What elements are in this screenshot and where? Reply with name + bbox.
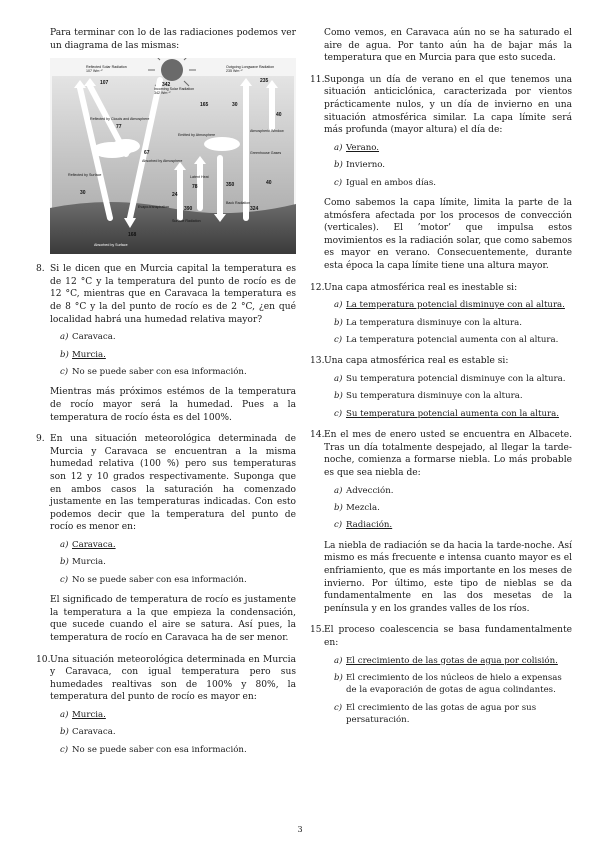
cloud-icon — [204, 137, 240, 151]
intro-text: Para terminar con lo de las radiaciones podemos ver un diagrama de las mismas: — [50, 28, 296, 51]
q11-explanation: Como sabemos la capa límite, limita la parte de la atmósfera afectada por los procesos de convección (verticales). El ’motor’ que impulsa estos movimientos es la radiación solar, que como sabemos es mayor en verano. Consecuentemente, durante esta época la capa límite tiene una altura mayor. — [324, 197, 572, 271]
q15-option-c — [310, 702, 572, 727]
q10-option-c — [36, 744, 296, 756]
option-text: Murcia. — [72, 557, 106, 568]
page-number: 3 — [297, 825, 303, 834]
q8-option-c — [36, 366, 296, 378]
option-label: a) — [334, 373, 343, 384]
option-label: c) — [334, 702, 343, 713]
radiation-diagram-svg — [50, 58, 296, 254]
value-67: 67 — [144, 150, 150, 157]
q9-explanation: El significado de temperatura de rocío es justamente la temperatura a la que empieza la condensación, que sucede cuando el aire se satura. Así pues, la temperatura de rocío en Caravaca ha de ser menor. — [50, 595, 296, 643]
q12-option-a — [310, 299, 572, 311]
option-text-correct: Caravaca. — [72, 539, 116, 550]
question-text: Si le dicen que en Murcia capital la temperatura es de 12 °C y la temperatura del punto de rocío es de 12 °C, mientras que en Caravaca la temperatura es de 8 °C y la del punto de rocío es de 2 °C, ¿en qué localidad habrá una humedad relativa mayor? — [50, 264, 296, 325]
question-number: 9. — [36, 434, 45, 445]
question-number: 8. — [36, 264, 45, 275]
option-text: El crecimiento de las gotas de agua por sus persaturación. — [346, 702, 537, 726]
value-235: 235 — [260, 78, 269, 85]
q8-option-b — [36, 349, 296, 361]
q10-option-a — [36, 709, 296, 721]
option-text: No se puede saber con esa información. — [72, 574, 247, 585]
option-text: Caravaca. — [72, 727, 116, 738]
value-40: 40 — [276, 112, 282, 119]
question-text: En el mes de enero usted se encuentra en Albacete. Tras un día totalmente despejado, al llegar la tarde-noche, comienza a formarse niebla. Lo más probable es que sea niebla de: — [324, 430, 572, 478]
option-label: b) — [60, 349, 69, 360]
option-text: Su temperatura potencial disminuye con la altura. — [346, 373, 566, 384]
q14-option-b — [310, 502, 572, 514]
label-surface-radiation: Surface Radiation — [172, 219, 201, 224]
option-label: c) — [60, 744, 69, 755]
option-label: b) — [60, 557, 69, 568]
label-incoming-solar: Incoming Solar Radiation — [154, 87, 195, 92]
option-text: Invierno. — [346, 160, 386, 171]
label-reflected-surface: Reflected by Surface — [68, 173, 102, 178]
q15-option-b — [310, 672, 572, 697]
option-text: La temperatura potencial aumenta con al altura. — [346, 334, 559, 345]
option-label: a) — [334, 655, 343, 666]
label-reflected-clouds: Reflected by Clouds and Atmosphere — [90, 117, 150, 122]
q11-option-b — [310, 159, 572, 171]
value-30: 30 — [232, 102, 238, 109]
option-text: La temperatura disminuye con la altura. — [346, 317, 522, 328]
option-text: Igual en ambos días. — [346, 177, 436, 188]
q13-option-c — [310, 408, 572, 420]
option-text-correct: Su temperatura potencial aumenta con la altura. — [346, 408, 559, 419]
q9-option-a — [36, 539, 296, 551]
question-text: Una capa atmosférica real es inestable si: — [324, 282, 518, 293]
question-9 — [36, 433, 296, 534]
question-number: 15. — [310, 625, 325, 636]
option-label: b) — [334, 391, 343, 402]
option-text: Mezcla. — [346, 502, 380, 513]
q14-option-a — [310, 485, 572, 497]
option-label: c) — [334, 408, 343, 419]
q12-option-c — [310, 334, 572, 346]
question-number: 14. — [310, 430, 325, 441]
option-text-correct: Murcia. — [72, 709, 106, 720]
q10-explanation: Como vemos, en Caravaca aún no se ha saturado el aire de agua. Por tanto aún ha de bajar más la temperatura que en Murcia para que esto suceda. — [324, 28, 572, 64]
question-text: Suponga un día de verano en el que tenemos una situación anticiclónica, caracterizada por vientos prácticamente nulos, y un día de invierno en una situación atmosférica similar. La capa límite será más profunda (mayor altura) el día de: — [324, 74, 572, 136]
value-168: 168 — [128, 232, 137, 239]
question-14 — [310, 429, 572, 479]
label-atmospheric-window: Atmospheric Window — [250, 129, 284, 134]
option-label: c) — [334, 177, 343, 188]
option-label: a) — [334, 485, 343, 496]
value-78: 78 — [192, 184, 198, 191]
label-reflected-solar-val: 107 Wm⁻² — [86, 69, 103, 74]
option-text-correct: El crecimiento de las gotas de agua por colisión. — [346, 655, 558, 666]
option-text: El crecimiento de los núcleos de hielo a expensas de la evaporación de gotas de agua colindantes. — [346, 672, 562, 696]
option-label: b) — [334, 317, 343, 328]
option-label: a) — [334, 142, 343, 153]
option-label: b) — [60, 727, 69, 738]
q8-explanation: Mientras más próximos estémos de la temperatura de rocío mayor será la humedad. Pues a la temperatura de rocío ésta es del 100%. — [50, 387, 296, 423]
q14-explanation: La niebla de radiación se da hacia la tarde-noche. Así mismo es más frecuente e intensa cuanto mayor es el enfriamiento, que es más importante en los meses de invierno. Por último, este tipo de nieblas se da fundamentalmente en las dos mesetas de la península y en los grandes valles de los ríos. — [324, 540, 572, 614]
q11-option-c — [310, 177, 572, 189]
right-column — [310, 27, 572, 727]
value-40-window: 40 — [266, 180, 272, 187]
label-incoming-solar-val: 342 Wm⁻² — [154, 91, 171, 96]
label-absorbed-atmosphere: Absorbed by Atmosphere — [142, 159, 183, 164]
option-label: b) — [334, 160, 343, 171]
question-number: 11. — [310, 74, 325, 85]
option-text-correct: La temperatura potencial disminuye con al altura. — [346, 300, 565, 311]
question-8 — [36, 263, 296, 326]
q8-option-a — [36, 331, 296, 343]
question-13 — [310, 355, 572, 368]
label-back-radiation: Back Radiation — [226, 201, 251, 206]
label-evapotranspiration: Evapo-transpiration — [138, 205, 170, 210]
option-label: c) — [334, 520, 343, 531]
question-15 — [310, 624, 572, 649]
q9-option-b — [36, 556, 296, 568]
question-number: 10. — [36, 654, 51, 665]
label-outgoing-longwave: Outgoing Longwave Radiation — [226, 65, 275, 70]
label-greenhouse-gases: Greenhouse Gases — [250, 151, 282, 156]
value-30-surface: 30 — [80, 190, 86, 197]
option-text-correct: Verano. — [346, 142, 380, 153]
option-label: a) — [60, 709, 69, 720]
q11-option-a — [310, 142, 572, 154]
q12-option-b — [310, 317, 572, 329]
option-label: a) — [60, 332, 69, 343]
q13-option-b — [310, 390, 572, 402]
label-emitted-atmosphere: Emitted by Atmosphere — [178, 133, 216, 138]
left-column — [36, 27, 296, 756]
option-text: Caravaca. — [72, 332, 116, 343]
option-label: b) — [334, 502, 343, 513]
q10-option-b — [36, 726, 296, 738]
option-label: c) — [60, 574, 69, 585]
q13-option-a — [310, 373, 572, 385]
option-label: a) — [334, 300, 343, 311]
option-label: c) — [334, 334, 343, 345]
question-10 — [36, 654, 296, 704]
option-text-correct: Radiación. — [346, 520, 393, 531]
value-77: 77 — [116, 124, 122, 131]
option-label: b) — [334, 672, 343, 683]
question-text: En una situación meteorológica determinada de Murcia y Caravaca se encuentran a la misma humedad relativa (100 %) pero sus temperaturas son 12 y 10 grados respectivamente. Suponga que en ambos casos la saturación ha comenzado justamente en las temperaturas indicadas. Con esto podemos decir que la temperatura del punto de rocío es menor en: — [50, 434, 296, 533]
value-107: 107 — [100, 80, 109, 87]
value-350: 350 — [226, 182, 235, 189]
q15-option-a — [310, 655, 572, 667]
value-24: 24 — [172, 192, 178, 199]
option-text: Su temperatura disminuye con la altura. — [346, 391, 523, 402]
value-165: 165 — [200, 102, 209, 109]
value-324: 324 — [250, 206, 259, 213]
value-390: 390 — [184, 206, 193, 213]
sun-icon — [161, 59, 183, 81]
radiation-balance-diagram — [50, 58, 296, 254]
q9-option-c — [36, 574, 296, 586]
label-outgoing-longwave-val: 235 Wm⁻² — [226, 69, 243, 74]
option-label: a) — [60, 539, 69, 550]
label-absorbed-surface: Absorbed by Surface — [94, 243, 128, 248]
question-number: 12. — [310, 282, 325, 293]
question-text: Una situación meteorológica determinada en Murcia y Caravaca, con igual temperatura pero sus humedades realtivas son de 100% y 80%, la temperatura del punto de rocío es mayor en: — [50, 654, 296, 703]
question-11 — [310, 74, 572, 137]
question-text: Una capa atmosférica real es estable si: — [324, 356, 509, 367]
option-text: No se puede saber con esa información. — [72, 366, 247, 377]
q14-option-c — [310, 519, 572, 531]
option-text-correct: Murcia. — [72, 349, 106, 360]
label-reflected-solar: Reflected Solar Radiation — [86, 65, 127, 70]
value-342: 342 — [162, 82, 171, 89]
question-12 — [310, 282, 572, 295]
option-text: No se puede saber con esa información. — [72, 744, 247, 755]
question-number: 13. — [310, 356, 325, 367]
question-text: El proceso coalescencia se basa fundamentalmente en: — [324, 625, 572, 648]
option-text: Advección. — [346, 485, 394, 496]
option-label: c) — [60, 366, 69, 377]
label-latent-heat: Latent Heat — [190, 175, 209, 180]
